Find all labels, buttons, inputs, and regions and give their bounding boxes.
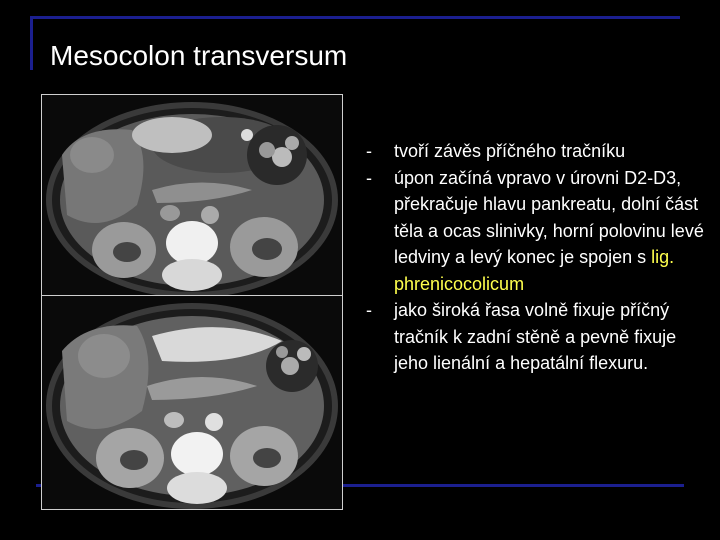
bullet-highlight-term: lig. phrenicocolicum: [394, 247, 675, 294]
ct-scan-bottom-graphic: [42, 296, 342, 509]
ct-scan-top-graphic: [42, 95, 342, 295]
bullet-item-1: [364, 138, 709, 165]
bullet-item-3: [364, 297, 709, 377]
bullet-text: tvoří závěs příčného tračníku: [394, 141, 626, 161]
bullet-item-2: [364, 165, 709, 298]
ct-image-top: [41, 94, 343, 296]
frame-top-line: [30, 16, 680, 19]
bullet-list: [364, 138, 709, 377]
bullet-marker: -: [366, 167, 372, 188]
bullet-marker: -: [366, 141, 372, 161]
bullet-text: úpon začíná vpravo v úrovni D2-D3, překračuje hlavu pankreatu, dolní část těla a ocas slinivky, horní polovinu levé ledviny a levý konec je spojen s: [394, 167, 704, 267]
bullet-marker: -: [366, 300, 372, 320]
frame-vertical-line: [30, 16, 33, 70]
bullet-text: jako široká řasa volně fixuje příčný tračník k zadní stěně a pevně fixuje jeho lienální a hepatální flexuru.: [394, 300, 677, 373]
ct-image-bottom: [41, 295, 343, 510]
slide-title: Mesocolon transversum: [50, 40, 348, 71]
